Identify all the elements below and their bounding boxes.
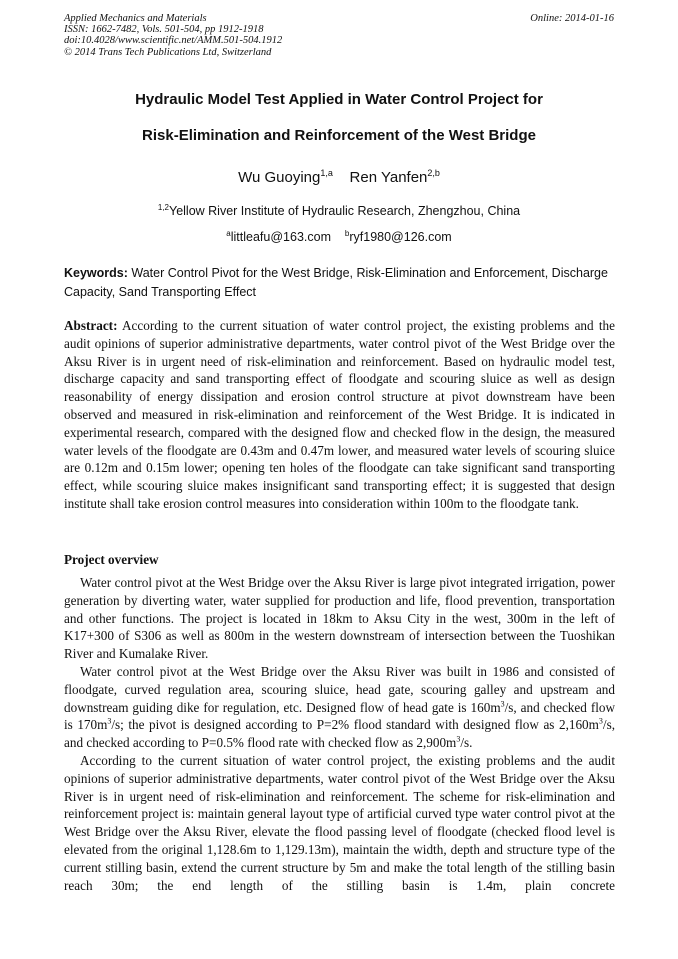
author-sup: 1,a <box>320 168 333 178</box>
superscript: 3 <box>598 716 603 726</box>
email-sup: b <box>344 229 350 238</box>
affiliation-text: Yellow River Institute of Hydraulic Research, Zhengzhou, China <box>169 204 521 219</box>
text-segment: /s, and checked according to P=0.5% flood rate with checked flow as 2,900m <box>64 717 615 751</box>
keywords-text: Water Control Pivot for the West Bridge, Risk-Elimination and Enforcement, Discharge Capacity, Sand Transporting Effect <box>64 266 608 299</box>
keywords-label: Keywords: <box>64 266 128 280</box>
text-segment: Water control pivot at the West Bridge over the Aksu River was built in 1986 and consisted of floodgate, curved regulation area, scouring sluice, head gate, scouring galley and upstream and downstream guiding dike for regulation, etc. Designed flow of head gate is 160m <box>64 663 615 715</box>
paper-title-line-1: Hydraulic Model Test Applied in Water Control Project for <box>135 91 543 108</box>
paragraph: Water control pivot at the West Bridge over the Aksu River is large pivot integrated irrigation, power generation by diverting water, water supplied for production and life, flood prevention, transportation and other functions. The project is located in 18km to Aksu City in the west, 300m in the left of K17+300 of S306 as well as 800m in the western downstream of intersection between the Tuoshikan River and Kumalake River. <box>64 575 615 662</box>
abstract-label: Abstract: <box>64 318 118 333</box>
affiliation-sup: 1,2 <box>157 203 169 212</box>
text-segment: /s. <box>460 735 473 751</box>
paper-title-line-2: Risk-Elimination and Reinforcement of the West Bridge <box>142 127 536 144</box>
abstract-text: According to the current situation of water control project, the existing problems and the audit opinions of superior administrative departments, water control pivot of the West Bridge over the Aksu River is in urgent need of risk-elimination and reinforcement. Based on hydraulic model test, discharge capacity and sand transporting effect of floodgate and scouring sluice as well as design reasonability of energy dissipation and erosion control structure at pivot downstream have been observed and measured in risk-elimination and reinforcement of the West Bridge. It is indicated in experimental research, compared with the designed flow and checked flow in the design, the measured water levels of the floodgate are 0.43m and 0.47m lower, and measured water levels of scouring sluice are 0.12m and 0.15m lower; opening ten holes of the floodgate can take significant sand transporting effect, while scouring sluice makes insignificant sand transporting effect; it is suggested that design institute shall take erosion control measures into consideration within 100m to the floodgate tank. <box>64 318 615 511</box>
text-segment: /s; the pivot is designed according to P=2% flood standard with designed flow as 2,160m <box>111 717 599 733</box>
copyright: © 2014 Trans Tech Publications Ltd, Switzerland <box>64 46 272 58</box>
section-heading: Project overview <box>64 552 159 567</box>
journal-header <box>64 13 614 58</box>
doi: doi:10.4028/www.scientific.net/AMM.501-504.1912 <box>64 35 283 47</box>
abstract <box>64 317 615 513</box>
emails <box>0 229 678 244</box>
superscript: 3 <box>107 716 112 726</box>
text-segment: /s, and checked flow is 170m <box>64 699 615 733</box>
author-name: Wu Guoying <box>238 169 321 186</box>
online-date: Online: 2014-01-16 <box>530 13 614 24</box>
section-body <box>64 574 615 894</box>
authors <box>0 168 678 186</box>
author-name: Ren Yanfen <box>349 169 428 186</box>
paragraph: According to the current situation of water control project, the existing problems and the audit opinions of superior administrative departments, water control pivot of the West Bridge over the Aksu River is in urgent need of risk-elimination and reinforcement. The scheme for risk-elimination and reinforcement project is: maintain general layout type of artificial curved type water control pivot at the West Bridge over the Aksu River, elevate the flood passing level of floodgate (checked flood level is elevated from the original 1,128.6m to 1,129.13m), maintain the width, depth and structure type of the current stilling basin, extend the current structure by 5m and make the total length of the stilling basin reach 30m; the end length of the stilling basin is 1.4m, plain concrete <box>64 752 615 893</box>
author-sup: 2,b <box>427 168 440 178</box>
paragraph <box>64 663 615 752</box>
affiliation <box>0 203 678 218</box>
superscript: 3 <box>456 734 461 744</box>
email-sup: a <box>226 229 231 238</box>
issn: ISSN: 1662-7482, Vols. 501-504, pp 1912-1918 <box>64 24 264 36</box>
email: littleafu@163.com <box>230 230 331 245</box>
superscript: 3 <box>500 699 505 709</box>
email: ryf1980@126.com <box>349 230 452 245</box>
keywords <box>64 264 615 302</box>
journal-name: Applied Mechanics and Materials <box>64 13 207 24</box>
